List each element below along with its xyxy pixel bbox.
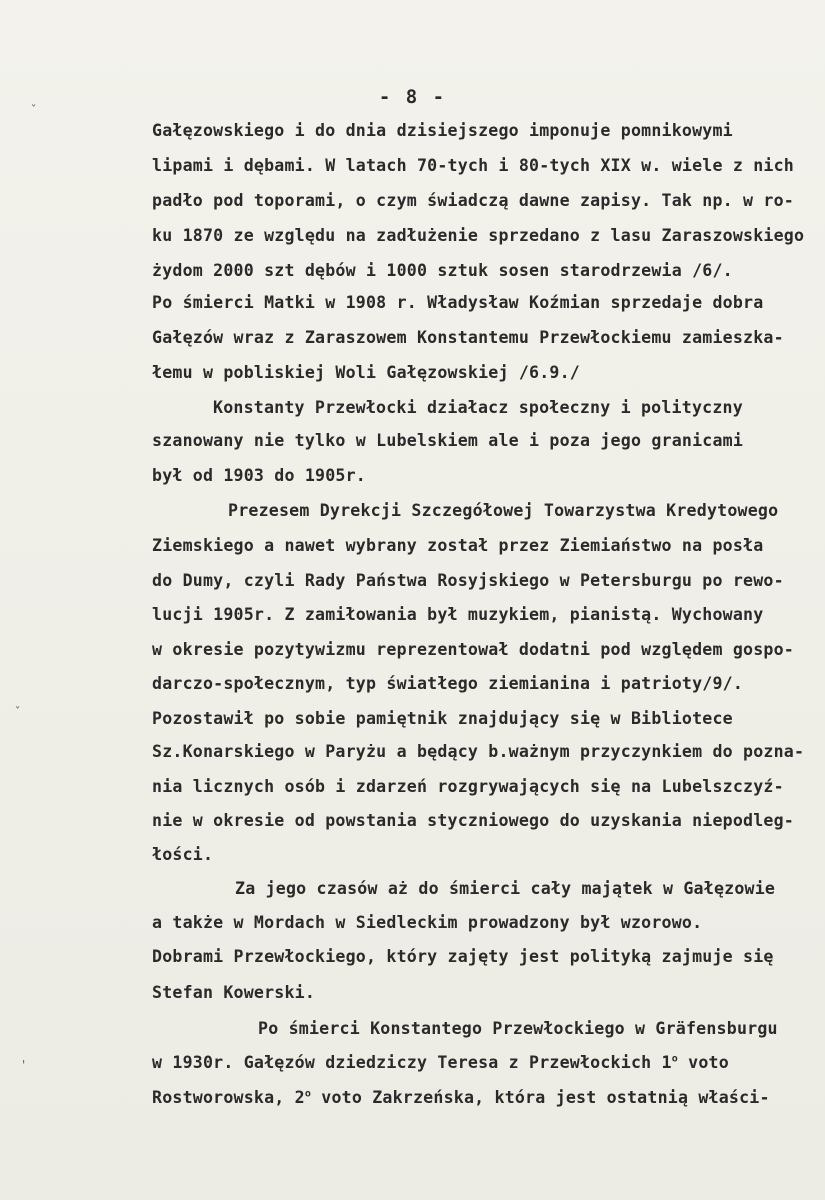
text-line: żydom 2000 szt dębów i 1000 sztuk sosen starodrzewia /6/. (152, 261, 733, 280)
text-line: Dobrami Przewłockiego, który zajęty jest polityką zajmuje się (152, 947, 774, 966)
text-line: łości. (152, 845, 214, 864)
text-line: Gałęzów wraz z Zaraszowem Konstantemu Przewłockiemu zamieszka- (152, 328, 784, 347)
text-line: a także w Mordach w Siedleckim prowadzony był wzorowo. (152, 913, 703, 932)
text-line (152, 1087, 770, 1109)
text-line: Stefan Kowerski. (152, 983, 316, 1002)
text-line: Za jego czasów aż do śmierci cały majątek w Gałęzowie (235, 879, 776, 898)
text-line: padło pod toporami, o czym świadczą dawne zapisy. Tak np. w ro- (152, 191, 794, 210)
text-line: Pozostawił po sobie pamiętnik znajdujący się w Bibliotece (152, 709, 733, 728)
text-line: w okresie pozytywizmu reprezentował dodatni pod względem gospo- (152, 640, 794, 659)
text-line: Po śmierci Matki w 1908 r. Władysław Koźmian sprzedaje dobra (152, 293, 764, 312)
page-number: - 8 - (378, 86, 447, 108)
superscript: o (304, 1088, 312, 1100)
margin-mark: ˇ (14, 705, 22, 719)
text-line: Konstanty Przewłocki działacz społeczny i polityczny (213, 398, 743, 417)
text-line: darczo-społecznym, typ światłego ziemianina i patrioty/9/. (152, 674, 744, 693)
text-line: łemu w pobliskiej Woli Gałęzowskiej /6.9./ (152, 363, 580, 382)
text-line (152, 1052, 729, 1074)
text-line: był od 1903 do 1905r. (152, 466, 366, 485)
text-segment: w 1930r. Gałęzów dziedziczy Teresa z Przewłockich 1 (152, 1053, 672, 1072)
text-line: Gałęzowskiego i do dnia dzisiejszego imponuje pomnikowymi (152, 121, 733, 140)
text-line: ku 1870 ze względu na zadłużenie sprzedano z lasu Zaraszowskiego (152, 226, 805, 245)
text-line: nia licznych osób i zdarzeń rozgrywających się na Lubelszczyź- (152, 777, 784, 796)
text-line: Ziemskiego a nawet wybrany został przez Ziemiaństwo na posła (152, 536, 764, 555)
text-line: Prezesem Dyrekcji Szczegółowej Towarzystwa Kredytowego (228, 501, 779, 520)
margin-mark: ˇ (30, 103, 38, 117)
text-line: lipami i dębami. W latach 70-tych i 80-tych XIX w. wiele z nich (152, 156, 794, 175)
text-line: szanowany nie tylko w Lubelskiem ale i poza jego granicami (152, 431, 744, 450)
text-line: Po śmierci Konstantego Przewłockiego w Gräfensburgu (258, 1019, 778, 1038)
text-segment: voto (677, 1053, 729, 1072)
margin-mark: ' (20, 1058, 28, 1072)
text-segment: Rostworowska, 2 (152, 1088, 305, 1107)
text-line: Sz.Konarskiego w Paryżu a będący b.ważnym przyczynkiem do pozna- (152, 742, 805, 761)
text-line: nie w okresie od powstania styczniowego do uzyskania niepodleg- (152, 811, 794, 830)
text-line: do Dumy, czyli Rady Państwa Rosyjskiego w Petersburgu po rewo- (152, 571, 784, 590)
text-line: lucji 1905r. Z zamiłowania był muzykiem, pianistą. Wychowany (152, 605, 764, 624)
text-segment: voto Zakrzeńska, która jest ostatnią właści- (311, 1088, 770, 1107)
superscript: o (671, 1053, 678, 1065)
